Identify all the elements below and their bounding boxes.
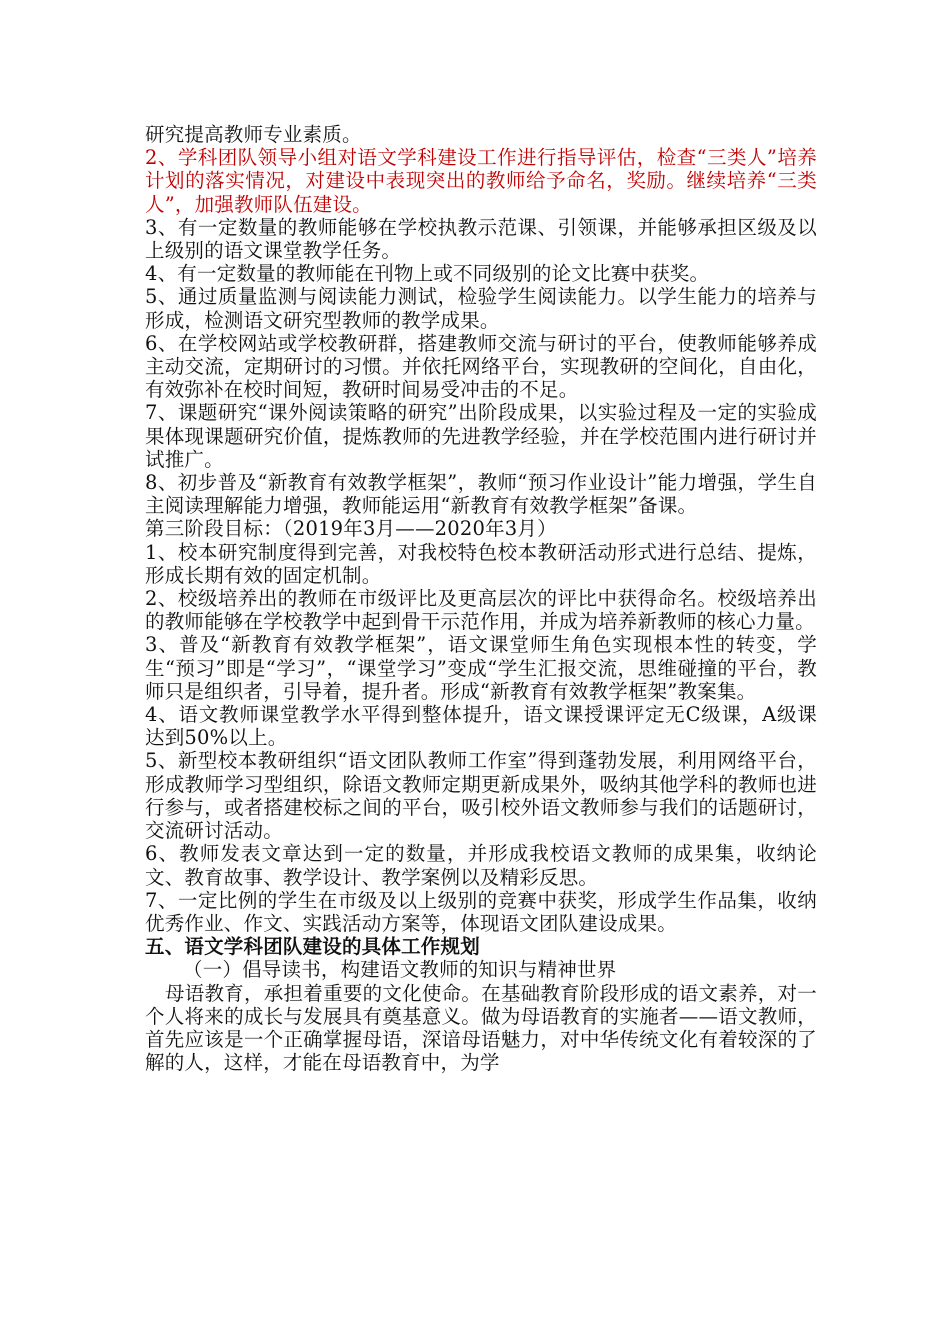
paragraph: 2、校级培养出的教师在市级评比及更高层次的评比中获得命名。校级培养出的教师能够在学校教学中起到骨干示范作用，并成为培养新教师的核心力量。 <box>145 587 817 634</box>
paragraph: 6、教师发表文章达到一定的数量，并形成我校语文教师的成果集，收纳论文、教育故事、教学设计、教学案例以及精彩反思。 <box>145 842 817 889</box>
paragraph: 母语教育，承担着重要的文化使命。在基础教育阶段形成的语文素养，对一个人将来的成长与发展具有奠基意义。做为母语教育的实施者——语文教师，首先应该是一个正确掌握母语，深谙母语魅力，对中华传统文化有着较深的了解的人，这样，才能在母语教育中，为学 <box>145 981 817 1075</box>
paragraph: 7、课题研究“课外阅读策略的研究”出阶段成果，以实验过程及一定的实验成果体现课题研究价值，提炼教师的先进教学经验，并在学校范围内进行研讨并试推广。 <box>145 401 817 471</box>
paragraph-highlighted: 2、学科团队领导小组对语文学科建设工作进行指导评估，检查“三类人”培养计划的落实情况，对建设中表现突出的教师给予命名，奖励。继续培养“三类人”，加强教师队伍建设。 <box>145 146 817 216</box>
subsection-heading: （一）倡导读书，构建语文教师的知识与精神世界 <box>183 958 617 982</box>
document-page <box>145 123 817 1074</box>
paragraph: 3、普及“新教育有效教学框架”，语文课堂师生角色实现根本性的转变，学生“预习”即是“学习”，“课堂学习”变成“学生汇报交流，思维碰撞的平台，教师只是组织者，引导着，提升者。形成“新教育有效教学框架”教案集。 <box>145 633 817 703</box>
paragraph: 8、初步普及“新教育有效教学框架”，教师“预习作业设计”能力增强，学生自主阅读理解能力增强，教师能运用“新教育有效教学框架”备课。 <box>145 471 817 518</box>
paragraph: 5、新型校本教研组织“语文团队教师工作室”得到蓬勃发展，利用网络平台，形成教师学习型组织，除语文教师定期更新成果外，吸纳其他学科的教师也进行参与，或者搭建校标之间的平台，吸引校外语文教师参与我们的话题研讨，交流研讨活动。 <box>145 749 817 843</box>
paragraph: 3、有一定数量的教师能够在学校执教示范课、引领课，并能够承担区级及以上级别的语文课堂教学任务。 <box>145 215 817 263</box>
paragraph: 6、在学校网站或学校教研群，搭建教师交流与研讨的平台，使教师能够养成主动交流，定期研讨的习惯。并依托网络平台，实现教研的空间化，自由化，有效弥补在校时间短，教研时间易受冲击的不足。 <box>145 331 817 402</box>
paragraph: 1、校本研究制度得到完善，对我校特色校本教研活动形式进行总结、提炼，形成长期有效的固定机制。 <box>145 540 817 587</box>
paragraph: 研究提高教师专业素质。 <box>145 123 362 146</box>
paragraph: 5、通过质量监测与阅读能力测试，检验学生阅读能力。以学生能力的培养与形成，检测语文研究型教师的教学成果。 <box>145 285 817 332</box>
section-heading: 五、语文学科团队建设的具体工作规划 <box>145 935 480 959</box>
paragraph: 4、有一定数量的教师能在刊物上或不同级别的论文比赛中获奖。 <box>145 262 710 286</box>
stage-heading: 第三阶段目标：（2019年3月——2020年3月） <box>145 517 557 541</box>
paragraph: 4、语文教师课堂教学水平得到整体提升，语文课授课评定无C级课，A级课达到50%以上。 <box>145 703 817 750</box>
paragraph: 7、一定比例的学生在市级及以上级别的竞赛中获奖，形成学生作品集，收纳优秀作业、作文、实践活动方案等，体现语文团队建设成果。 <box>145 888 817 935</box>
